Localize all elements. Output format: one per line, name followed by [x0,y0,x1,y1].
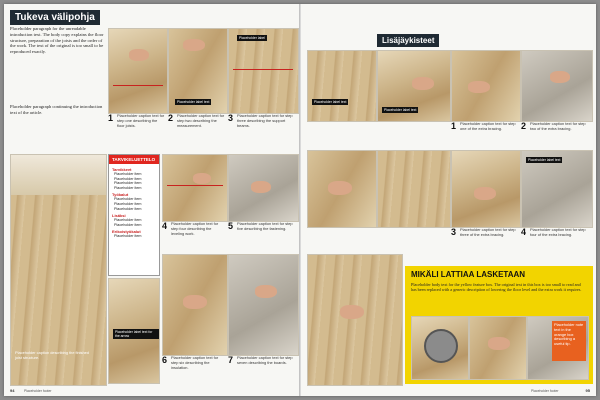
right-label-2: Placeholder label text [384,108,417,112]
right-step-2-caption: Placeholder caption text for step two of the extra bracing. [530,121,586,131]
right-step-3-photo [451,150,521,228]
supply-list [108,154,160,276]
left-page-number: 94 [10,388,15,393]
step-6-number: 6 [162,355,168,365]
label-1: Placeholder label text [177,100,210,104]
supply-item: Placeholder item [114,185,142,190]
step-1-number: 1 [108,113,114,123]
right-step-1-caption: Placeholder caption text for step one of the extra bracing. [460,121,516,131]
right-label-3: Placeholder label text [528,158,561,162]
supply-item: Placeholder item [114,201,142,206]
supply-section-title: Tarvikkeet [112,167,132,172]
right-label-1: Placeholder label text [314,100,347,104]
right-photo-a [307,50,377,122]
supply-section-title: Lisäksi [112,213,126,219]
feature-body: Placeholder body text for the yellow feature box. The original text in this box is too small to read and has been replaced with a generic description of lowering the floor level and the extra work it requires. [411,282,582,293]
right-step-1b-photo [451,50,521,122]
right-title: Lisäjäykisteet [377,34,439,47]
feature-photo-2 [469,316,527,380]
structure-photo [108,278,160,384]
supply-item: Placeholder item [114,172,142,176]
overview-caption: Placeholder caption describing the finished joist structure. [15,350,89,360]
supply-item: Placeholder item [114,197,142,202]
step-4-number: 4 [162,221,168,231]
step-2-photo [168,28,228,114]
feature-photo-3 [527,316,589,380]
step-4-caption: Placeholder caption text for step four describing the leveling work. [171,221,219,236]
label-3: Placeholder label text for the arrow [113,329,159,339]
right-photo-c [377,150,451,228]
step-4-photo [162,154,228,222]
step-1-caption: Placeholder caption text for step one describing the floor joists. [117,113,165,128]
step-7-caption: Placeholder caption text for step seven describing the boards. [237,355,293,365]
right-page [301,4,596,396]
right-step-1-number: 1 [451,121,457,131]
step-1-photo [108,28,168,114]
right-step-2-number: 2 [521,121,527,131]
right-step-4-caption: Placeholder caption text for step four of the extra bracing. [530,227,586,237]
right-step-3-caption: Placeholder caption text for step three of the extra bracing. [460,227,516,237]
supply-section-title: Työkalut [112,192,129,198]
step-5-photo [228,154,299,222]
supply-item: Placeholder item [114,176,142,181]
step-3-caption: Placeholder caption text for step three describing the support beams. [237,113,293,128]
supply-item: Placeholder item [114,222,142,227]
feature-box [405,266,593,384]
supply-list-header: TARVIKELUETTELO [109,155,159,164]
supply-item: Placeholder item [114,181,142,186]
right-photo-b [307,150,377,228]
right-step-3-number: 3 [451,227,457,237]
step-5-caption: Placeholder caption text for step five describing the fastening. [237,221,293,231]
label-2: Placeholder label [239,36,266,40]
step-7-photo [228,254,299,356]
supply-section-title: Erikoistyökalut [112,229,141,235]
right-step-4-photo [521,150,593,228]
supply-item: Placeholder item [114,234,142,239]
feature-photo-1 [411,316,469,380]
right-photo-d [307,254,403,386]
step-5-number: 5 [228,221,234,231]
right-step-1-photo [377,50,451,122]
feature-note: Placeholder note text in the orange box describing a useful tip. [554,322,584,347]
step-3-number: 3 [228,113,234,123]
step-7-number: 7 [228,355,234,365]
supply-item: Placeholder item [114,218,142,223]
left-footer: Placeholder footer [24,389,52,393]
magazine-spread [4,4,596,396]
left-page [4,4,299,396]
step-2-number: 2 [168,113,174,123]
step-2-caption: Placeholder caption text for step two describing the measurement. [177,113,225,128]
left-intro-2: Placeholder paragraph continuing the introduction text of the article. [10,104,103,115]
step-6-caption: Placeholder caption text for step six describing the insulation. [171,355,219,370]
feature-note-box [552,321,586,361]
supply-item: Placeholder item [114,206,142,211]
left-intro: Placeholder paragraph for the unreadable introduction text. The body copy explains the floor structure, preparation of the joists and the order of the work. The text of the original is too small to be reproduced exactly. [10,26,104,55]
right-page-number: 95 [585,388,590,393]
joist-overview-photo [10,154,107,386]
step-3-photo [228,28,299,114]
right-step-2-photo [521,50,593,122]
right-step-4-number: 4 [521,227,527,237]
right-footer: Placeholder footer [531,389,559,393]
step-6-photo [162,254,228,356]
feature-title: MIKÄLI LATTIAA LASKETAAN [411,270,526,279]
left-title: Tukeva välipohja [10,10,100,25]
